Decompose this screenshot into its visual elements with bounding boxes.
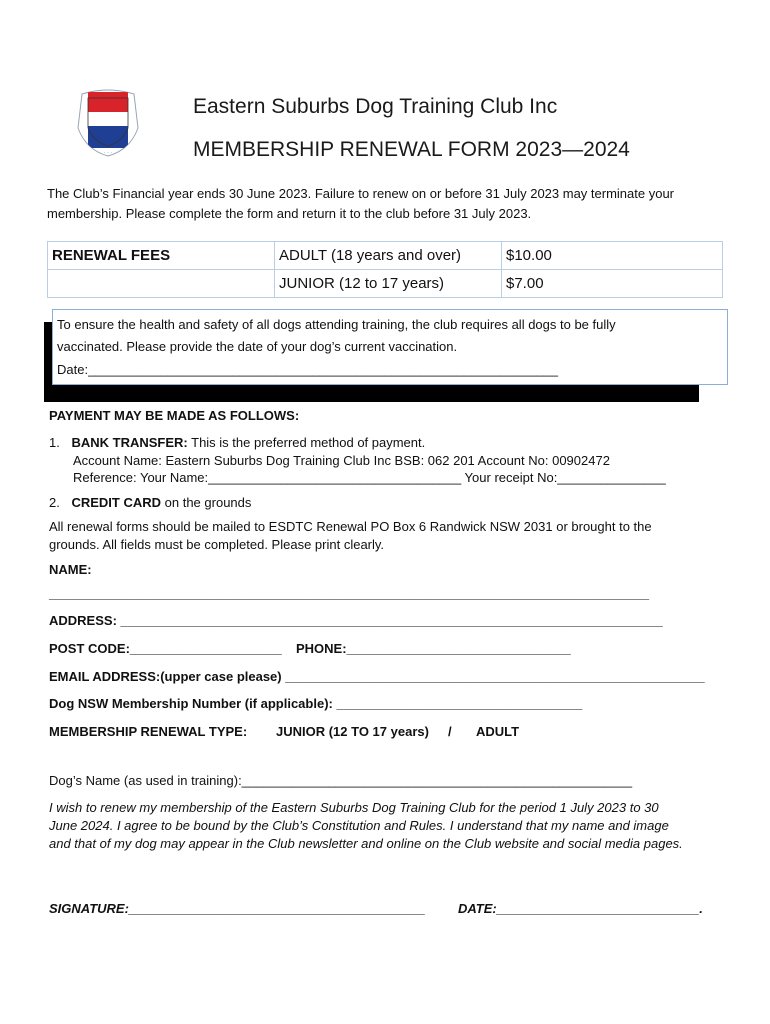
dognsw-number-field[interactable]: Dog NSW Membership Number (if applicable): __________________________________ [49, 696, 583, 711]
address-field[interactable]: ADDRESS: ___________________________________________________________________________ [49, 613, 663, 628]
mailing-line-1: All renewal forms should be mailed to ESDTC Renewal PO Box 6 Randwick NSW 2031 or brought to the [49, 519, 652, 534]
vaccination-line-1: To ensure the health and safety of all dogs attending training, the club requires all dogs to be fully [57, 317, 616, 332]
payment-item-2 [49, 494, 251, 512]
signature-date-field[interactable]: DATE:____________________________. [458, 901, 703, 916]
form-title: MEMBERSHIP RENEWAL FORM 2023—2024 [193, 138, 630, 161]
phone-field[interactable]: PHONE:_______________________________ [296, 641, 571, 656]
table-row [48, 242, 723, 270]
fee-type-junior: JUNIOR (12 to 17 years) [275, 270, 502, 298]
bank-transfer-label: BANK TRANSFER: [71, 435, 188, 450]
credit-card-label: CREDIT CARD [71, 495, 162, 510]
renewal-type-adult[interactable]: ADULT [476, 724, 520, 739]
vaccination-text [57, 314, 722, 358]
postcode-field[interactable]: POST CODE:_____________________ [49, 641, 282, 656]
fee-type-adult: ADULT (18 years and over) [275, 242, 502, 270]
name-label: NAME: [49, 562, 92, 577]
empty-cell [48, 270, 275, 298]
club-title: Eastern Suburbs Dog Training Club Inc [193, 95, 558, 118]
intro-paragraph [47, 184, 737, 224]
name-field[interactable]: ___________________________________________________________________________________ [49, 586, 650, 601]
renewal-type-separator: / [448, 724, 452, 739]
declaration-line-2: June 2024. I agree to be bound by the Club’s Constitution and Rules. I understand that my name and image [49, 818, 669, 833]
renewal-type-junior[interactable]: JUNIOR (12 TO 17 years) [276, 724, 429, 739]
renewal-fees-table [47, 241, 723, 298]
renewal-fees-label: RENEWAL FEES [48, 242, 275, 270]
item-number: 1. [49, 435, 60, 450]
fee-price-junior: $7.00 [502, 270, 723, 298]
dog-name-field[interactable]: Dog’s Name (as used in training):______________________________________________________ [49, 773, 633, 788]
mailing-line-2: grounds. All fields must be completed. Please print clearly. [49, 537, 385, 552]
declaration-line-3: and that of my dog may appear in the Club newsletter and online on the Club website and social media pages. [49, 836, 683, 851]
intro-line-1: The Club’s Financial year ends 30 June 2023. Failure to renew on or before 31 July 2023 may terminate your [47, 186, 675, 201]
payment-heading: PAYMENT MAY BE MADE AS FOLLOWS: [49, 408, 300, 423]
declaration-line-1: I wish to renew my membership of the Eastern Suburbs Dog Training Club for the period 1 July 2023 to 30 [49, 800, 659, 815]
mailing-instructions [49, 518, 739, 554]
bank-transfer-text: This is the preferred method of payment. [187, 435, 426, 450]
credit-card-text: on the grounds [161, 495, 252, 510]
club-logo [72, 88, 144, 160]
fee-price-adult: $10.00 [502, 242, 723, 270]
table-row [48, 270, 723, 298]
reference-field[interactable]: Reference: Your Name:___________________________________ Your receipt No:_______________ [73, 470, 666, 485]
declaration [49, 799, 749, 853]
payment-item-1 [49, 434, 425, 452]
svg-text:· · ·: · · · [104, 150, 112, 156]
vaccination-date-field[interactable]: Date:_________________________________________________________________ [57, 362, 559, 377]
item-number: 2. [49, 495, 60, 510]
vaccination-line-2: vaccinated. Please provide the date of your dog’s current vaccination. [57, 339, 458, 354]
account-details: Account Name: Eastern Suburbs Dog Training Club Inc BSB: 062 201 Account No: 00902472 [73, 453, 610, 468]
intro-line-2: membership. Please complete the form and return it to the club before 31 July 2023. [47, 206, 532, 221]
email-field[interactable]: EMAIL ADDRESS:(upper case please) __________________________________________________________ [49, 669, 705, 684]
renewal-type-label: MEMBERSHIP RENEWAL TYPE: [49, 724, 248, 739]
signature-field[interactable]: SIGNATURE:_________________________________________ [49, 901, 426, 916]
